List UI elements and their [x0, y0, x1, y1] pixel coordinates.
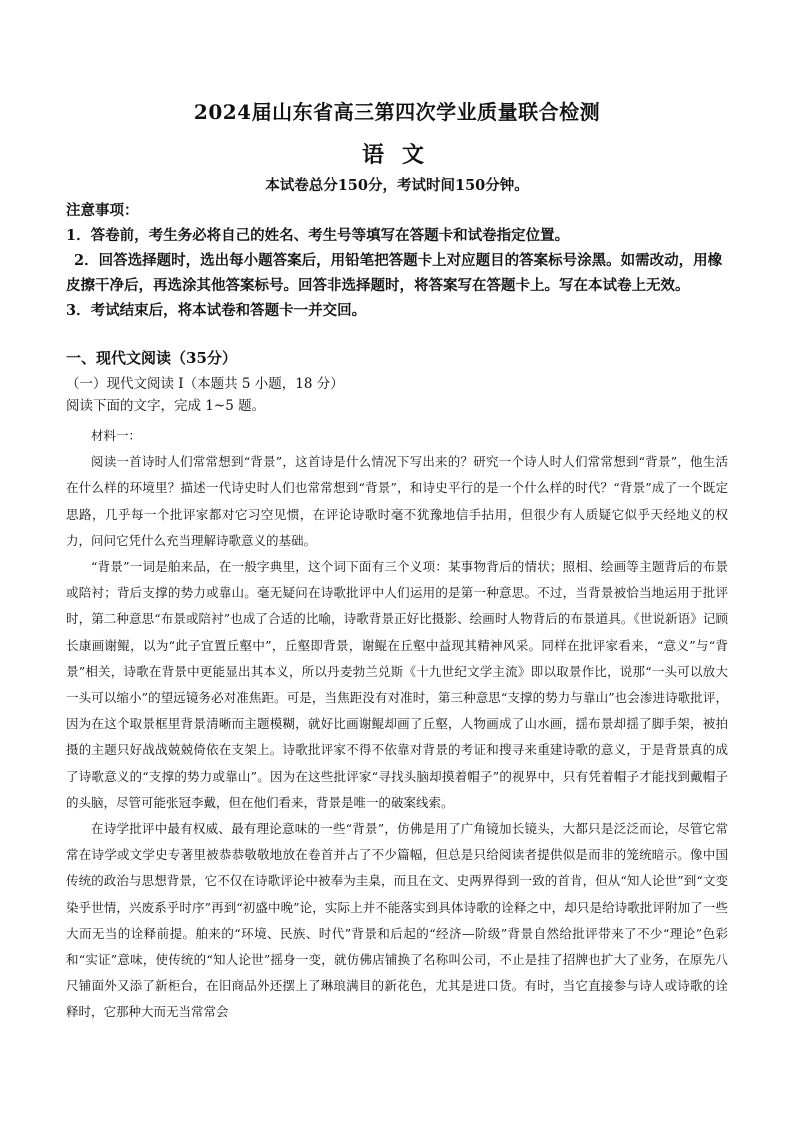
- notice-item-2: 2．回答选择题时，选出每小题答案后，用铅笔把答题卡上对应题目的答案标号涂黑。如需改动，用橡皮擦干净后，再选涂其他答案标号。回答非选择题时，将答案写在答题卡上。写在本试卷上无效。: [66, 252, 723, 294]
- notice-section: [66, 198, 728, 323]
- sub-section-heading: （一）现代文阅读 I（本题共 5 小题，18 分）: [66, 376, 344, 392]
- subject-title: 语文: [361, 142, 442, 168]
- reading-passage: [66, 423, 728, 1026]
- passage-paragraph: 在诗学批评中最有权威、最有理论意味的一些“背景”，仿佛是用了广角镜加长镜头，大都只是泛泛而论，尽管它常常在诗学或文学史专著里被恭恭敬敬地放在卷首并占了不少篇幅，但总是只给阅读者提供似是而非的笼统暗示。像中国传统的政治与思想背景，它不仅在诗歌评论中被奉为圭臬，而且在文、史两界得到一致的首肯，但从“知人论世”到“文变染乎世情，兴废系乎时序”再到“初盛中晚”论，实际上并不能落实到具体诗歌的诠释之中，却只是给诗歌批评附加了一些大而无当的诠释前提。舶来的“环境、民族、时代”背景和后起的“经济—阶级”背景自然给批评带来了不少“理论”色彩和“实证”意味，使传统的“知人论世”摇身一变，就仿佛店铺换了名称叫公司，不止是挂了招牌也扩大了业务，在原先八尺铺面外又添了新柜台，在旧商品外还摆上了琳琅满目的新花色，尤其是进口货。有时，当它直接参与诗人或诗歌的诠释时，它那种大而无当常常会: [66, 821, 728, 1020]
- notice-item-1: 1．答卷前，考生务必将自己的姓名、考生号等填写在答题卡和试卷指定位置。: [66, 227, 570, 244]
- material-label: 材料一：: [91, 428, 142, 443]
- notice-heading: 注意事项：: [66, 202, 139, 219]
- notice-item-3: 3．考试结束后，将本试卷和答题卡一并交回。: [66, 302, 367, 319]
- passage-paragraph: 阅读一首诗时人们常常想到“背景”，这首诗是什么情况下写出来的？研究一个诗人时人们常常想到“背景”，他生活在什么样的环境里？描述一代诗史时人们也常常想到“背景”，和诗史平行的是一个什么样的时代？“背景”成了一个既定思路，几乎每一个批评家都对它习空见惯，在评论诗歌时毫不犹豫地信手拈用，但很少有人质疑它似乎天经地义的权力，问问它凭什么充当理解诗歌意义的基础。: [66, 454, 728, 548]
- reading-instruction: 阅读下面的文字，完成 1~5 题。: [66, 398, 266, 414]
- section-heading: 一、现代文阅读（35分）: [66, 349, 237, 367]
- sub-section: [66, 373, 728, 417]
- exam-title: 2024届山东省高三第四次学业质量联合检测: [193, 100, 601, 124]
- score-time-line: 本试卷总分150分，考试时间150分钟。: [265, 177, 529, 194]
- passage-paragraph: “背景”一词是舶来品，在一般字典里，这个词下面有三个义项：某事物背后的情状；照相、绘画等主题背后的布景或陪衬；背后支撑的势力或靠山。毫无疑问在诗歌批评中人们运用的是第一种意思。不过，当背景被恰当地运用于批评时，第二种意思“布景或陪衬”也成了合适的比喻，诗歌背景正好比摄影、绘画时人物背后的布景道具。《世说新语》记顾长康画谢鲲，以为“此子宜置丘壑中”，丘壑即背景，谢鲲在丘壑中益现其精神风采。同样在批评家看来，“意义”与“背景”相关，诗歌在背景中更能显出其本义，所以丹麦勃兰兑斯《十九世纪文学主流》即以取景作比，说那“一头可以放大一头可以缩小”的望远镜务必对准焦距。可是，当焦距没有对准时，第三种意思“支撑的势力与靠山”也会渗进诗歌批评，因为在这个取景框里背景清晰而主题模糊，就好比画谢鲲却画了丘壑，人物画成了山水画，揺布景却揺了脚手架，被拍摄的主题只好战战兢兢倚依在支架上。诗歌批评家不得不依靠对背景的考证和搜寻来重建诗歌的意义，于是背景真的成了诗歌意义的“支撑的势力或靠山”。因为在这些批评家“寻找头脑却摸着帽子”的视界中，只有凭着帽子才能找到戴帽子的头脑，尽管可能张冠李戴，但在他们看来，背景是唯一的破案线索。: [66, 559, 728, 810]
